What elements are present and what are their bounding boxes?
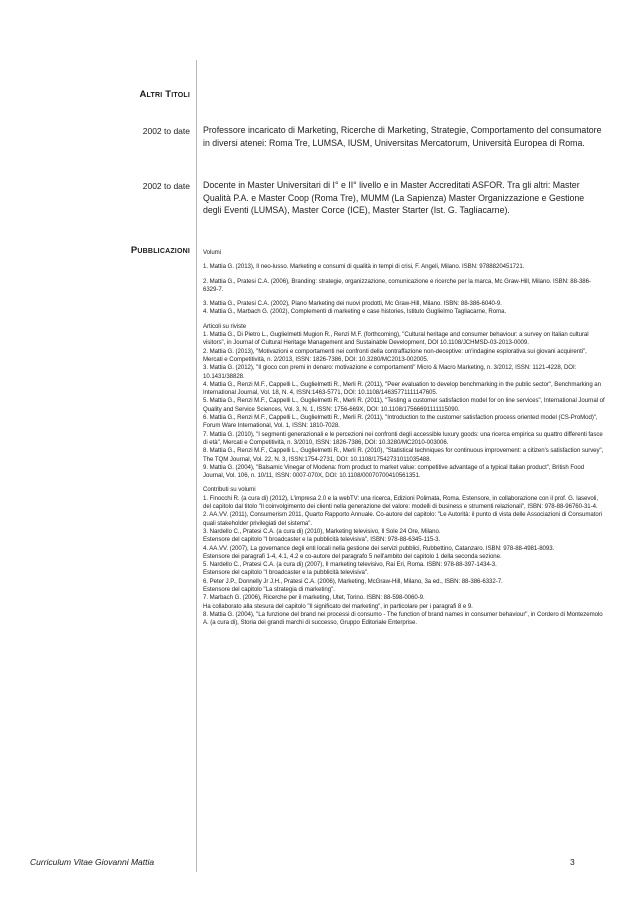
entry-date: 2002 to date [142,181,190,191]
volumi-heading: Volumi [203,249,221,256]
list-item: Estensore dei paragrafi 1-4, 4.1, 4.2 e co-autore del paragrafo 5 nell'ambito del capitolo 1 della seconda sezione. [203,552,502,560]
list-item: 1. Mattia G. (2013), Il neo-lusso. Marketing e consumi di qualità in tempi di crisi, F. Angeli, Milano. ISBN: 9788820451721. [203,263,525,271]
list-item: 4. AA.VV. (2007), La governance degli enti locali nella gestione dei servizi pubblici, Rubbettino, Catanzaro. ISBN: 978-88-4981-8093. [203,544,555,552]
list-item: 4. Mattia G., Renzi M.F., Cappelli L., Guglielmetti R., Merli R. (2011), "Peer evaluation to develop benchmarking in the public sector", Benchmarking an International Journal, Vol. 18, N. 4, ISSN:1463-5771, DOI: 10.1108/14635771111147605. [203,380,601,397]
list-item: 7. Marbach G. (2006), Ricerche per il marketing, Utet, Torino. ISBN: 88-598-0060-9. [203,594,425,602]
list-item: Estensore del capitolo "La strategia di marketing". [203,585,335,593]
list-item: Estensore del capitolo "I broadcaster e la pubblicità televisiva", ISBN: 978-88-6345-115-3. [203,536,441,544]
list-item: 2. AA.VV. (2011), Consumerism 2011, Quarto Rapporto Annuale. Co-autore del capitolo: "Le Autorità: il punto di vista delle Associazioni di Consumatori quali stakeholder privilegiati del sistema". [203,511,602,527]
list-item: 1. Finocchi R. (a cura di) (2012), L'impresa 2.0 e la webTV: una ricerca, Edizioni Polimata, Roma. Estensore, in collaborazione con il prof. G. Iasevoli, del capitolo dal titolo "Il coinvolgimento dei clienti nella generazione del valore: modelli di business e strumenti relazionali", ISBN: 978-88-96760-31-4. [203,494,598,511]
list-item: 6. Mattia G., Renzi M.F., Cappelli L., Guglielmetti R., Merli R. (2011), "Introduction to the customer satisfaction process oriented model (CS-ProMod)", Forum Ware International, Vol. 1, ISSN: 1810-7028. [203,414,598,430]
articoli-heading: Articoli su riviste [203,322,247,330]
entry-description: Professore incaricato di Marketing, Ricerche di Marketing, Strategie, Comportamento del consumatore in diversi atenei: Roma Tre, LUMSA, IUSM, Universitas Mercatorum, Università Europea di Roma. [203,125,602,148]
section-title-pubblicazioni: Pubblicazioni [130,245,190,256]
list-item: 2. Mattia G., Pratesi C.A. (2006), Branding: strategie, organizzazione, comunicazione e ricerche per la marca, Mc Graw-Hill, Milano. ISBN: 88-386-6329-7. [203,277,591,293]
list-item: 6. Peter J.P., Donnelly Jr J.H., Pratesi C.A. (2006), Marketing, McGraw-Hill, Milano, 3a ed., ISBN: 88-386-6332-7. [203,577,503,585]
list-item: 9. Mattia G. (2004), "Balsamic Vinegar of Modena: from product to market value: competitive advantage of a typical Italian product", British Food Journal, Vol. 106, n. 10/11, ISSN: 0007-070X, DOI: 10.1108/00070700410561351. [203,463,585,480]
entry-date: 2002 to date [142,126,190,136]
list-item: 7. Mattia G. (2010), "I segmenti generazionali e le percezioni nei confronti degli accessible luxury goods: una ricerca empirica su quattro differenti fasce di età", Mercati e Competitività, n. 3/2010, ISSN: 1826-7386, DOI: 10.3280/MC2010-003006. [203,430,603,446]
page-number: 3 [570,857,575,867]
section-title-altri-titoli: Altri Titoli [139,89,190,100]
list-item: 3. Mattia G., Pratesi C.A. (2002), Piano Marketing dei nuovi prodotti, Mc Graw-Hill, Milano. ISBN: 88-386-6040-9. [203,300,502,308]
list-item: 8. Mattia G. (2004), "La funzione del brand nei processi di consumo - The function of brand names in consumer behaviour", in Cordero di Montezemolo A. (a cura di), Storia dei grandi marchi di successo, Gruppo Editoriale Enterprise. [203,610,603,627]
list-item: 3. Nardello C., Pratesi C.A. (a cura di) (2010), Marketing televisivo, Il Sole 24 Ore, Milano. [203,527,441,535]
list-item: 3. Mattia G. (2012), "Il gioco con premi in denaro: motivazione e comportamenti" Micro & Macro Marketing, n. 3/2012, ISSN: 1121-4228, DOI: 10.1431/38828. [203,364,577,380]
contributi-heading: Contributi su volumi [203,486,256,494]
list-item: 2. Mattia G. (2013), "Motivazioni e comportamenti nei confronti della contraffazione non-deceptive: un'indagine esplorativa sui giovani acquirenti", Mercati e Competitività, n. 2/2013, ISSN: 1826-7386, DOI: 10.3280/MC2013-002005. [203,347,587,363]
list-item: 5. Mattia G., Renzi M.F., Cappelli L., Guglielmetti R., Merli R. (2011), "Testing a customer satisfaction model for on line services", International Journal of Quality and Service Sciences, Vol. 3, N. 1, ISSN: 1756-669X, DOI: 10.1108/17566691111115090. [203,397,605,413]
entry-description: Docente in Master Universitari di I° e II° livello e in Master Accreditati ASFOR. Tra gli altri: Master Qualità P.A. e Master Coop (Roma Tre), MUMM (La Sapienza) Master Organizzazione e Gestione degli Eventi (LUMSA), Master Corce (ICE), Master Starter (Ist. G. Tagliacarne). [203,180,585,215]
publications-list [203,249,605,627]
list-item: 8. Mattia G., Renzi M.F., Cappelli L., Guglielmetti R., Merli R. (2010), "Statistical techniques for continuous improvement: a citizen's satisfaction survey", The TQM Journal, Vol. 22, N. 3, ISSN:1754-2731, DOI: 10.1108/17542731011035488. [203,447,604,463]
column-divider [196,60,197,872]
list-item: 4. Mattia G., Marbach G. (2002), Complementi di marketing e case histories, Istituto Guglielmo Tagliacarne, Roma. [203,308,507,316]
list-item: 5. Nardello C., Pratesi C.A. (a cura di) (2007), Il marketing televisivo, Rai Eri, Roma. ISBN: 978-88-397-1434-3. [203,561,497,569]
footer-label: Curriculum Vitae Giovanni Mattia [30,857,155,867]
list-item: Ha collaborato alla stesura del capitolo "Il significato del marketing", in particolare per i paragrafi 8 e 9. [203,602,473,610]
list-item: 1. Mattia G., Di Pietro L., Guglielmetti Mugion R., Renzi M.F. (forthcoming), "Cultural heritage and consumer behaviour: a survey on Italian cultural visitors", in Journal of Cultural Heritage Management and Sustainable Development, DOI 10.1108/JCHMSD-03-2013-0009. [203,331,589,347]
list-item: Estensore del capitolo "I broadcaster e la pubblicità televisiva". [203,569,369,577]
